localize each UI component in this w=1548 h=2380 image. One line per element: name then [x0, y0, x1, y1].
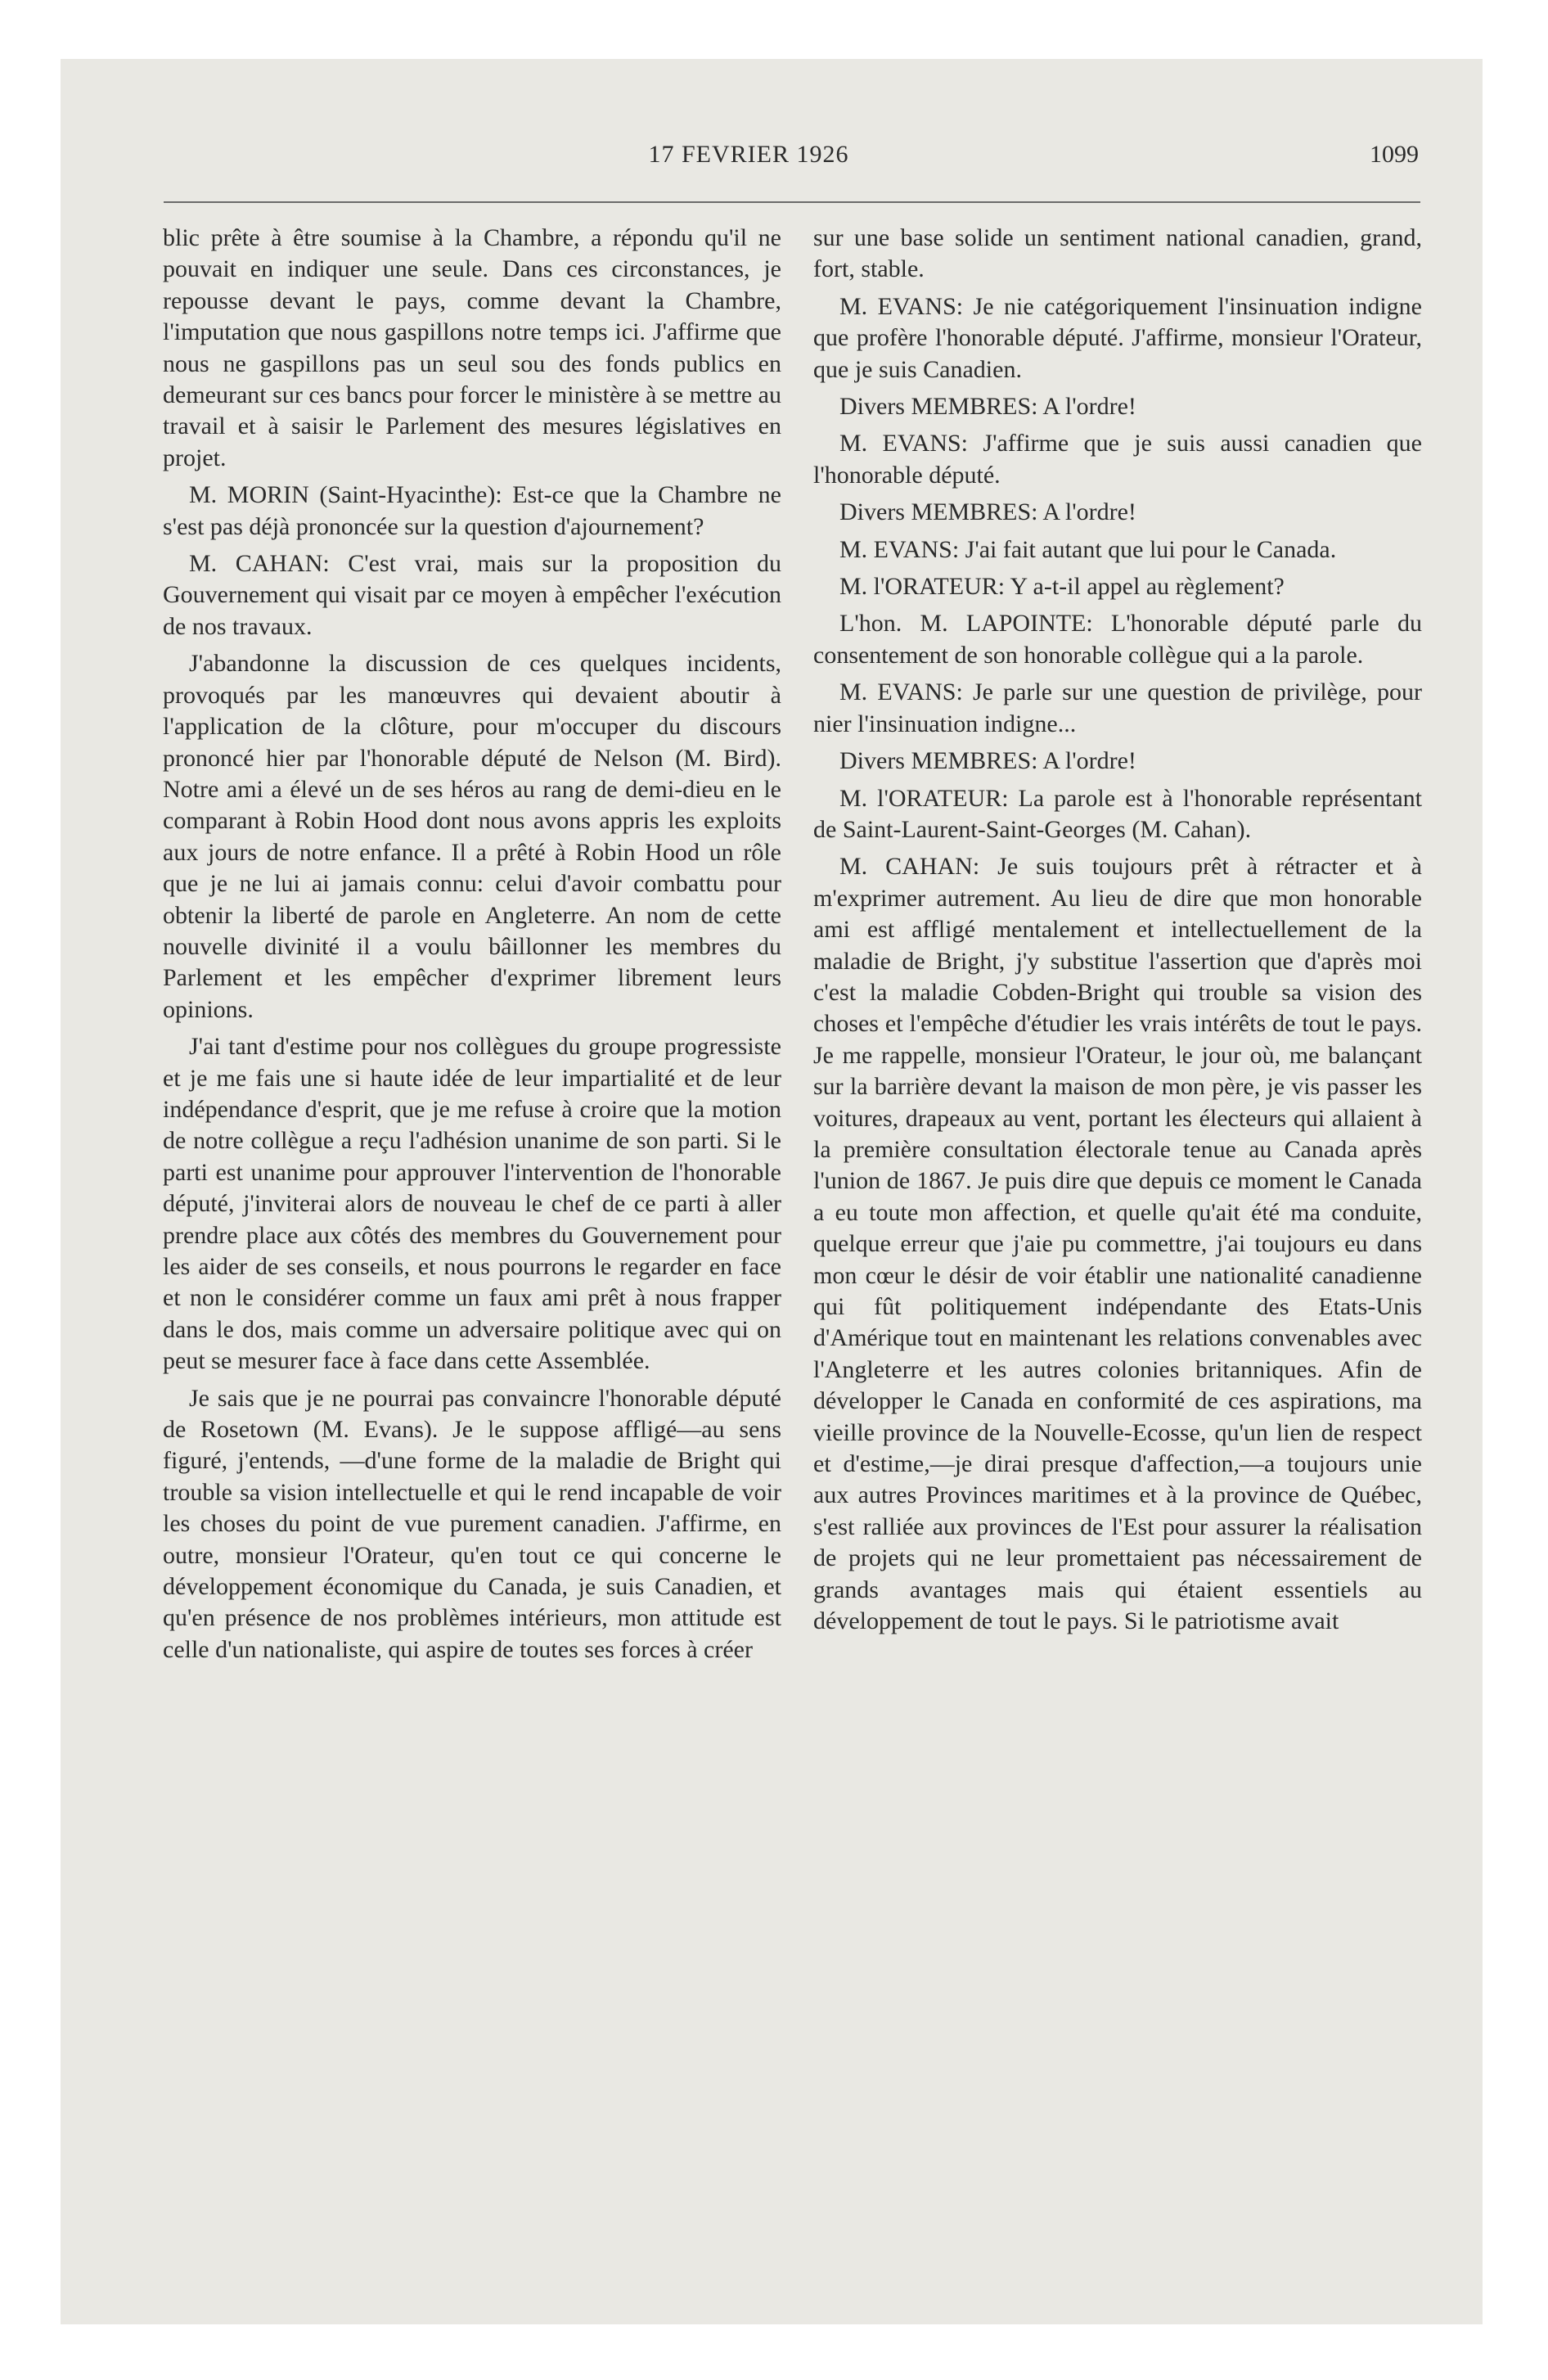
- left-column: [163, 223, 781, 1671]
- paragraph: blic prête à être soumise à la Chambre, a répondu qu'il ne pouvait en indiquer une seule. Dans ces circonstances, je repousse devant le pays, comme devant la Chambre, l'imputation que nous gaspillons notre temps ici. J'affirme que nous ne gaspillons pas un seul sou des fonds publics en demeurant sur ces bancs pour forcer le ministère à se mettre au travail et à saisir le Parlement des mesures législatives en projet.: [163, 224, 781, 471]
- paragraph: J'ai tant d'estime pour nos collègues du groupe progressiste et je me fais une si haute idée de leur impartialité et de leur indépendance d'esprit, que je me refuse à croire que la motion de notre collègue a reçu l'adhésion unanime de son parti. Si le parti est unanime pour approuver l'intervention de l'honorable député, j'inviterai alors de nouveau le chef de ce parti à aller prendre place aux côtés des membres du Gouvernement pour les aider de ses conseils, et nous pourrons le regarder en face et non le considérer comme un faux ami prêt à nous frapper dans le dos, mais comme un adversaire politique avec qui on peut se mesurer face à face dans cette Assemblée.: [163, 1033, 781, 1375]
- paragraph: M. MORIN (Saint-Hyacinthe): Est-ce que la Chambre ne s'est pas déjà prononcée sur la question d'ajournement?: [163, 481, 781, 540]
- header-rule: [164, 201, 1420, 203]
- paragraph: J'abandonne la discussion de ces quelques incidents, provoqués par les manœuvres qui devaient aboutir à l'application de la clôture, pour m'occuper du discours prononcé hier par l'honorable député de Nelson (M. Bird). Notre ami a élevé un de ses héros au rang de demi-dieu en le comparant à Robin Hood dont nous avons appris les exploits aux jours de notre enfance. Il a prêté à Robin Hood un rôle que je ne lui ai jamais connu: celui d'avoir combattu pour obtenir la liberté de parole en Angleterre. An nom de cette nouvelle divinité il a voulu bâillonner les membres du Parlement et les empêcher d'exprimer librement leurs opinions.: [163, 650, 781, 1023]
- paragraph: M. CAHAN: C'est vrai, mais sur la proposition du Gouvernement qui visait par ce moyen à empêcher l'exécution de nos travaux.: [163, 550, 781, 640]
- paragraph: L'hon. M. LAPOINTE: L'honorable député parle du consentement de son honorable collègue qui a la parole.: [813, 610, 1422, 669]
- page-number: 1099: [1370, 141, 1419, 168]
- right-column: [813, 223, 1422, 1643]
- paragraph: Divers MEMBRES: A l'ordre!: [839, 498, 1136, 526]
- paragraph: M. CAHAN: Je suis toujours prêt à rétracter et à m'exprimer autrement. Au lieu de dire que mon honorable ami est affligé mentalement et intellectuellement de la maladie de Bright, j'y substitue l'assertion que d'après moi c'est la maladie Cobden-Bright qui trouble sa vision des choses et l'empêche d'étudier les vrais intérêts de tout le pays. Je me rappelle, monsieur l'Orateur, le jour où, me balançant sur la barrière devant la maison de mon père, je vis passer les voitures, drapeaux au vent, portant les électeurs qui allaient à la première consultation électorale tenue au Canada après l'union de 1867. Je puis dire que depuis ce moment le Canada a eu toute mon affection, et quelle qu'ait été ma conduite, quelque erreur que j'aie pu commettre, j'ai toujours eu dans mon cœur le désir de voir établir une nationalité canadienne qui fût politiquement indépendante des Etats-Unis d'Amérique tout en maintenant les relations convenables avec l'Angleterre et les autres colonies britanniques. Afin de développer le Canada en conformité de ces aspirations, ma vieille province de la Nouvelle-Ecosse, qu'un lien de respect et d'estime,—je dirai presque d'affection,—a toujours unie aux autres Provinces maritimes et à la province de Québec, s'est ralliée aux provinces de l'Est pour assurer la réalisation de projets qui ne leur promettaient pas nécessairement de grands avantages mais qui étaient essentiels au développement de tout le pays. Si le patriotisme avait: [813, 853, 1422, 1635]
- paragraph: M. EVANS: J'ai fait autant que lui pour le Canada.: [839, 535, 1337, 563]
- paragraph: M. EVANS: Je nie catégoriquement l'insinuation indigne que profère l'honorable député. J'affirme, monsieur l'Orateur, que je suis Canadien.: [813, 292, 1422, 383]
- paragraph: M. EVANS: Je parle sur une question de privilège, pour nier l'insinuation indigne...: [813, 678, 1422, 737]
- paragraph: Divers MEMBRES: A l'ordre!: [839, 393, 1136, 421]
- paragraph: M. l'ORATEUR: Y a-t-il appel au règlement?: [839, 573, 1285, 601]
- page-date: 17 FEVRIER 1926: [648, 141, 849, 168]
- page-header: [79, 141, 1419, 182]
- paragraph: sur une base solide un sentiment national canadien, grand, fort, stable.: [813, 224, 1422, 283]
- paragraph: Je sais que je ne pourrai pas convaincre l'honorable député de Rosetown (M. Evans). Je le suppose affligé—au sens figuré, j'entends, —d'une forme de la maladie de Bright qui trouble sa vision intellectuelle et qui le rend incapable de voir les choses du point de vue purement canadien. J'affirme, en outre, monsieur l'Orateur, qu'en tout ce qui concerne le développement économique du Canada, je suis Canadien, et qu'en présence de nos problèmes intérieurs, mon attitude est celle d'un nationaliste, qui aspire de toutes ses forces à créer: [163, 1384, 781, 1663]
- paragraph: M. EVANS: J'affirme que je suis aussi canadien que l'honorable député.: [813, 430, 1422, 489]
- paragraph: M. l'ORATEUR: La parole est à l'honorable représentant de Saint-Laurent-Saint-Georges (M. Cahan).: [813, 784, 1422, 843]
- paragraph: Divers MEMBRES: A l'ordre!: [839, 747, 1136, 775]
